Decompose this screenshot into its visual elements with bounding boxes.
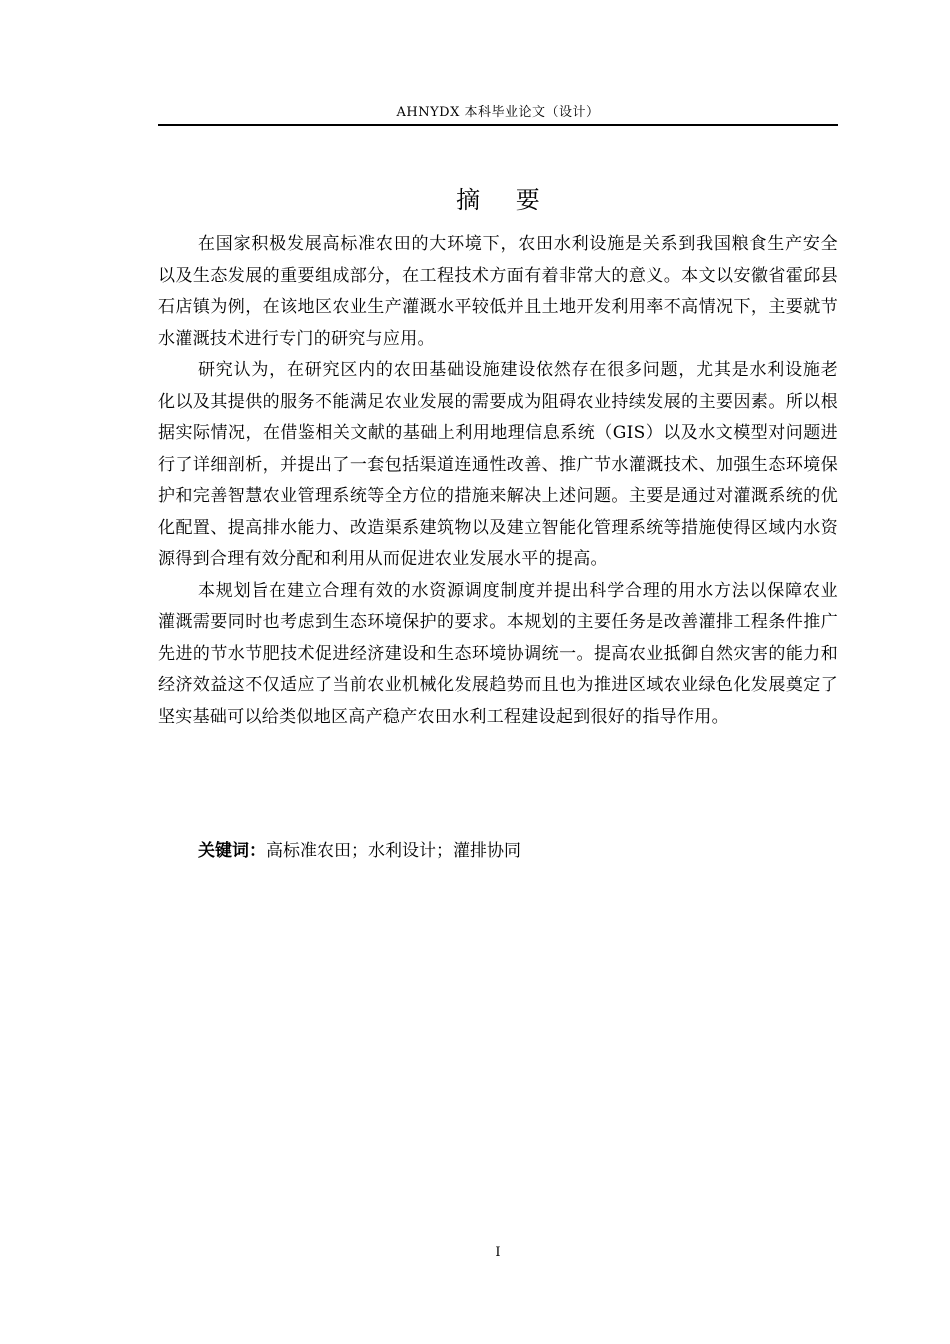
keywords-text: 高标准农田；水利设计；灌排协同 bbox=[266, 841, 521, 861]
header-rule bbox=[158, 124, 838, 126]
abstract-paragraph-1: 在国家积极发展高标准农田的大环境下，农田水利设施是关系到我国粮食生产安全以及生态发展的重要组成部分，在工程技术方面有着非常大的意义。本文以安徽省霍邱县石店镇为例，在该地区农业生产灌溉水平较低并且土地开发利用率不高情况下，主要就节水灌溉技术进行专门的研究与应用。 bbox=[158, 234, 838, 349]
abstract-paragraph-3: 本规划旨在建立合理有效的水资源调度制度并提出科学合理的用水方法以保障农业灌溉需要同时也考虑到生态环境保护的要求。本规划的主要任务是改善灌排工程条件推广先进的节水节肥技术促进经济建设和生态环境协调统一。提高农业抵御自然灾害的能力和经济效益这不仅适应了当前农业机械化发展趋势而且也为推进区域农业绿色化发展奠定了坚实基础可以给类似地区高产稳产农田水利工程建设起到很好的指导作用。 bbox=[158, 580, 838, 727]
keywords-label: 关键词： bbox=[198, 841, 266, 861]
abstract-body bbox=[158, 229, 838, 733]
page-number: I bbox=[495, 1245, 501, 1260]
running-header: AHNYDX 本科毕业论文（设计） bbox=[396, 105, 600, 120]
abstract-paragraph-2: 研究认为，在研究区内的农田基础设施建设依然存在很多问题，尤其是水利设施老化以及其提供的服务不能满足农业发展的需要成为阻碍农业持续发展的主要因素。所以根据实际情况，在借鉴相关文献的基础上利用地理信息系统（GIS）以及水文模型对问题进行了详细剖析，并提出了一套包括渠道连通性改善、推广节水灌溉技术、加强生态环境保护和完善智慧农业管理系统等全方位的措施来解决上述问题。主要是通过对灌溉系统的优化配置、提高排水能力、改造渠系建筑物以及建立智能化管理系统等措施使得区域内水资源得到合理有效分配和利用从而促进农业发展水平的提高。 bbox=[158, 360, 838, 569]
keywords-line bbox=[198, 836, 838, 867]
abstract-title: 摘 要 bbox=[456, 186, 554, 215]
